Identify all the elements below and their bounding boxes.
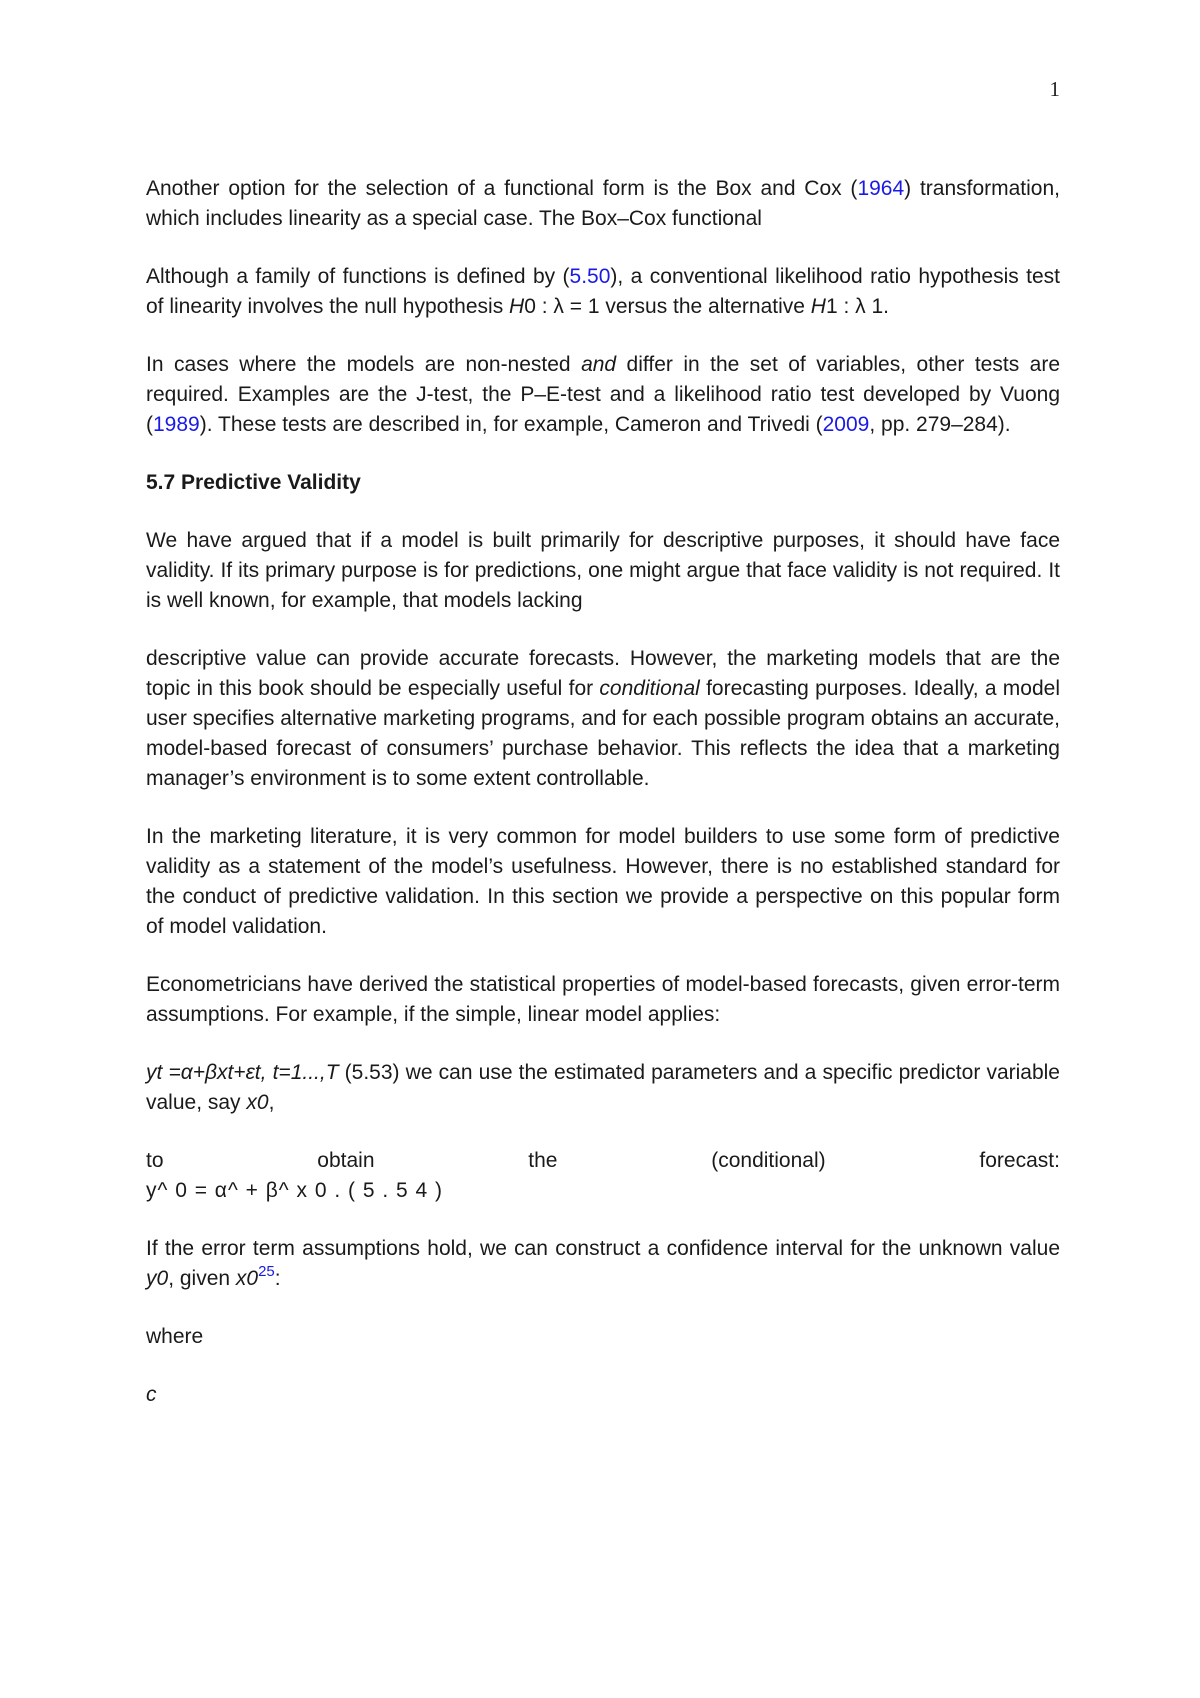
- paragraph-marketing-literature: In the marketing literature, it is very common for model builders to use some form of predictive validity as a statement of the model’s usefulness. However, there is no established standard for the conduct of predictive validation. In this section we provide a perspective on this popular form of model validation.: [146, 825, 1060, 938]
- section-heading: 5.7 Predictive Validity: [146, 471, 361, 494]
- equation-5-54: y^ 0 = α^ + β^ x 0 . ( 5 . 5 4 ): [146, 1179, 444, 1202]
- citation-link-2009[interactable]: 2009: [822, 413, 870, 436]
- paragraph-where: where: [146, 1325, 204, 1348]
- paragraph-c: c: [146, 1383, 157, 1406]
- paragraph-forecast: to obtain the (conditional) forecast: y^ 0 = α^ + β^ x 0 . ( 5 . 5 4 ): [146, 1146, 1060, 1206]
- equation-ref-5-50[interactable]: 5.50: [569, 265, 611, 288]
- citation-link-1989[interactable]: 1989: [153, 413, 200, 436]
- citation-link-1964[interactable]: 1964: [857, 177, 905, 200]
- paragraph-conditional-forecasting: descriptive value can provide accurate forecasts. However, the marketing models that are the topic in this book should be especially useful for conditional forecasting purposes. Ideally, a model user specifies alternative marketing programs, and for each possible program obtains an accurate, model-based forecast of consumers’ purchase behavior. This reflects the idea that a marketing manager’s environment is to some extent controllable.: [146, 647, 1060, 790]
- paragraph-likelihood-test: Although a family of functions is defined by (5.50), a conventional likelihood ratio hypothesis test of linearity involves the null hypothesis H0 : λ = 1 versus the alternative H1 : λ 1.: [146, 265, 1060, 318]
- paragraph-non-nested: In cases where the models are non-nested and differ in the set of variables, other tests are required. Examples are the J-test, the P–E-test and a likelihood ratio test developed by Vuong (1989). These tests are described in, for example, Cameron and Trivedi (2009, pp. 279–284).: [146, 353, 1060, 436]
- paragraph-confidence-interval: If the error term assumptions hold, we can construct a confidence interval for the unknown value y0, given $x0^{25}$:: [146, 1237, 1060, 1290]
- document-body: [146, 174, 1060, 1438]
- equation-5-53: yt =α+βxt+εt, t=1...,T: [146, 1061, 339, 1084]
- paragraph-face-validity: We have argued that if a model is built primarily for descriptive purposes, it should have face validity. If its primary purpose is for predictions, one might argue that face validity is not required. It is well known, for example, that models lacking: [146, 529, 1060, 612]
- paragraph-econometricians: Econometricians have derived the statistical properties of model-based forecasts, given error-term assumptions. For example, if the simple, linear model applies:: [146, 973, 1060, 1026]
- paragraph-linear-model: yt =α+βxt+εt, t=1...,T (5.53) we can use the estimated parameters and a specific predictor variable value, say x0,: [146, 1061, 1060, 1114]
- page-number: 1: [1049, 77, 1060, 101]
- paragraph-box-cox: Another option for the selection of a functional form is the Box and Cox (1964) transformation, which includes linearity as a special case. The Box–Cox functional: [146, 177, 1060, 230]
- footnote-link-25[interactable]: 25: [258, 1263, 275, 1280]
